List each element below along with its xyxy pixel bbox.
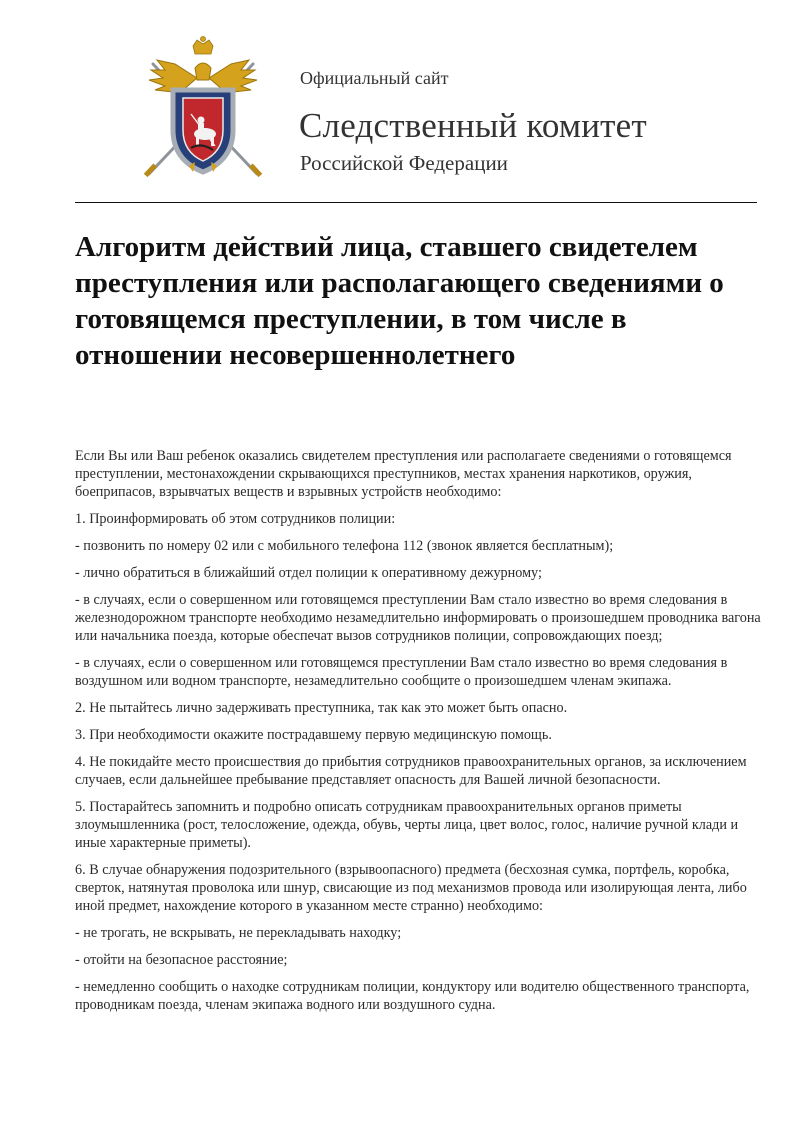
list-item: 2. Не пытайтесь лично задерживать преступника, так как это может быть опасно. [75, 700, 568, 716]
list-item: 6. В случае обнаружения подозрительного (взрывоопасного) предмета (бесхозная сумка, портфель, коробка, сверток, натянутая проволока или шнур, свисающие из под механизмов провода или изолирующая лента, либо иной предмет, нахождение которого в указанном месте странно) необходимо: [75, 862, 747, 914]
list-item: - не трогать, не вскрывать, не перекладывать находку; [75, 925, 402, 941]
list-item: 1. Проинформировать об этом сотрудников полиции: [75, 511, 396, 527]
list-item: 5. Постарайтесь запомнить и подробно описать сотрудникам правоохранительных органов приметы злоумышленника (рост, телосложение, одежда, обувь, черты лица, цвет волос, голос, наличие ручной клади и иные характерные приметы). [75, 799, 739, 851]
list-item: - немедленно сообщить о находке сотрудникам полиции, кондуктору или водителю общественного транспорта, проводникам поезда, членам экипажа водного или воздушного судна. [75, 979, 750, 1013]
list-item: - в случаях, если о совершенном или готовящемся преступлении Вам стало известно во время следования в воздушном или водном транспорте, незамедлительно сообщите о произошедшем членам экипажа. [75, 655, 728, 689]
investigative-committee-emblem-icon [135, 34, 271, 186]
document-body [75, 447, 765, 1023]
organization-subtitle: Российской Федерации [300, 151, 508, 175]
list-item: - отойти на безопасное расстояние; [75, 952, 288, 968]
site-label: Официальный сайт [300, 68, 449, 88]
page-title: Алгоритм действий лица, ставшего свидетелем преступления или располагающего сведениями о готовящемся преступлении, в том числе в отношении несовершеннолетнего [75, 231, 724, 371]
intro-paragraph: Если Вы или Ваш ребенок оказались свидетелем преступления или располагаете сведениями о готовящемся преступлении, местонахождении скрывающихся преступников, местах хранения наркотиков, оружия, боеприпасов, взрывчатых веществ и взрывных устройств необходимо: [75, 448, 732, 500]
site-header [0, 0, 794, 205]
header-divider [75, 202, 757, 203]
organization-name: Следственный комитет [299, 106, 647, 145]
list-item: 3. При необходимости окажите пострадавшему первую медицинскую помощь. [75, 727, 552, 743]
list-item: - в случаях, если о совершенном или готовящемся преступлении Вам стало известно во время следования в железнодорожном транспорте необходимо незамедлительно информировать о произошедшем проводника вагона или начальника поезда, которые обеспечат вызов сотрудников полиции, сопровождающих поезд; [75, 592, 761, 644]
list-item: - позвонить по номеру 02 или с мобильного телефона 112 (звонок является бесплатным); [75, 538, 614, 554]
list-item: 4. Не покидайте место происшествия до прибытия сотрудников правоохранительных органов, за исключением случаев, если дальнейшее пребывание представляет опасность для Вашей личной безопасности. [75, 754, 747, 788]
list-item: - лично обратиться в ближайший отдел полиции к оперативному дежурному; [75, 565, 542, 581]
